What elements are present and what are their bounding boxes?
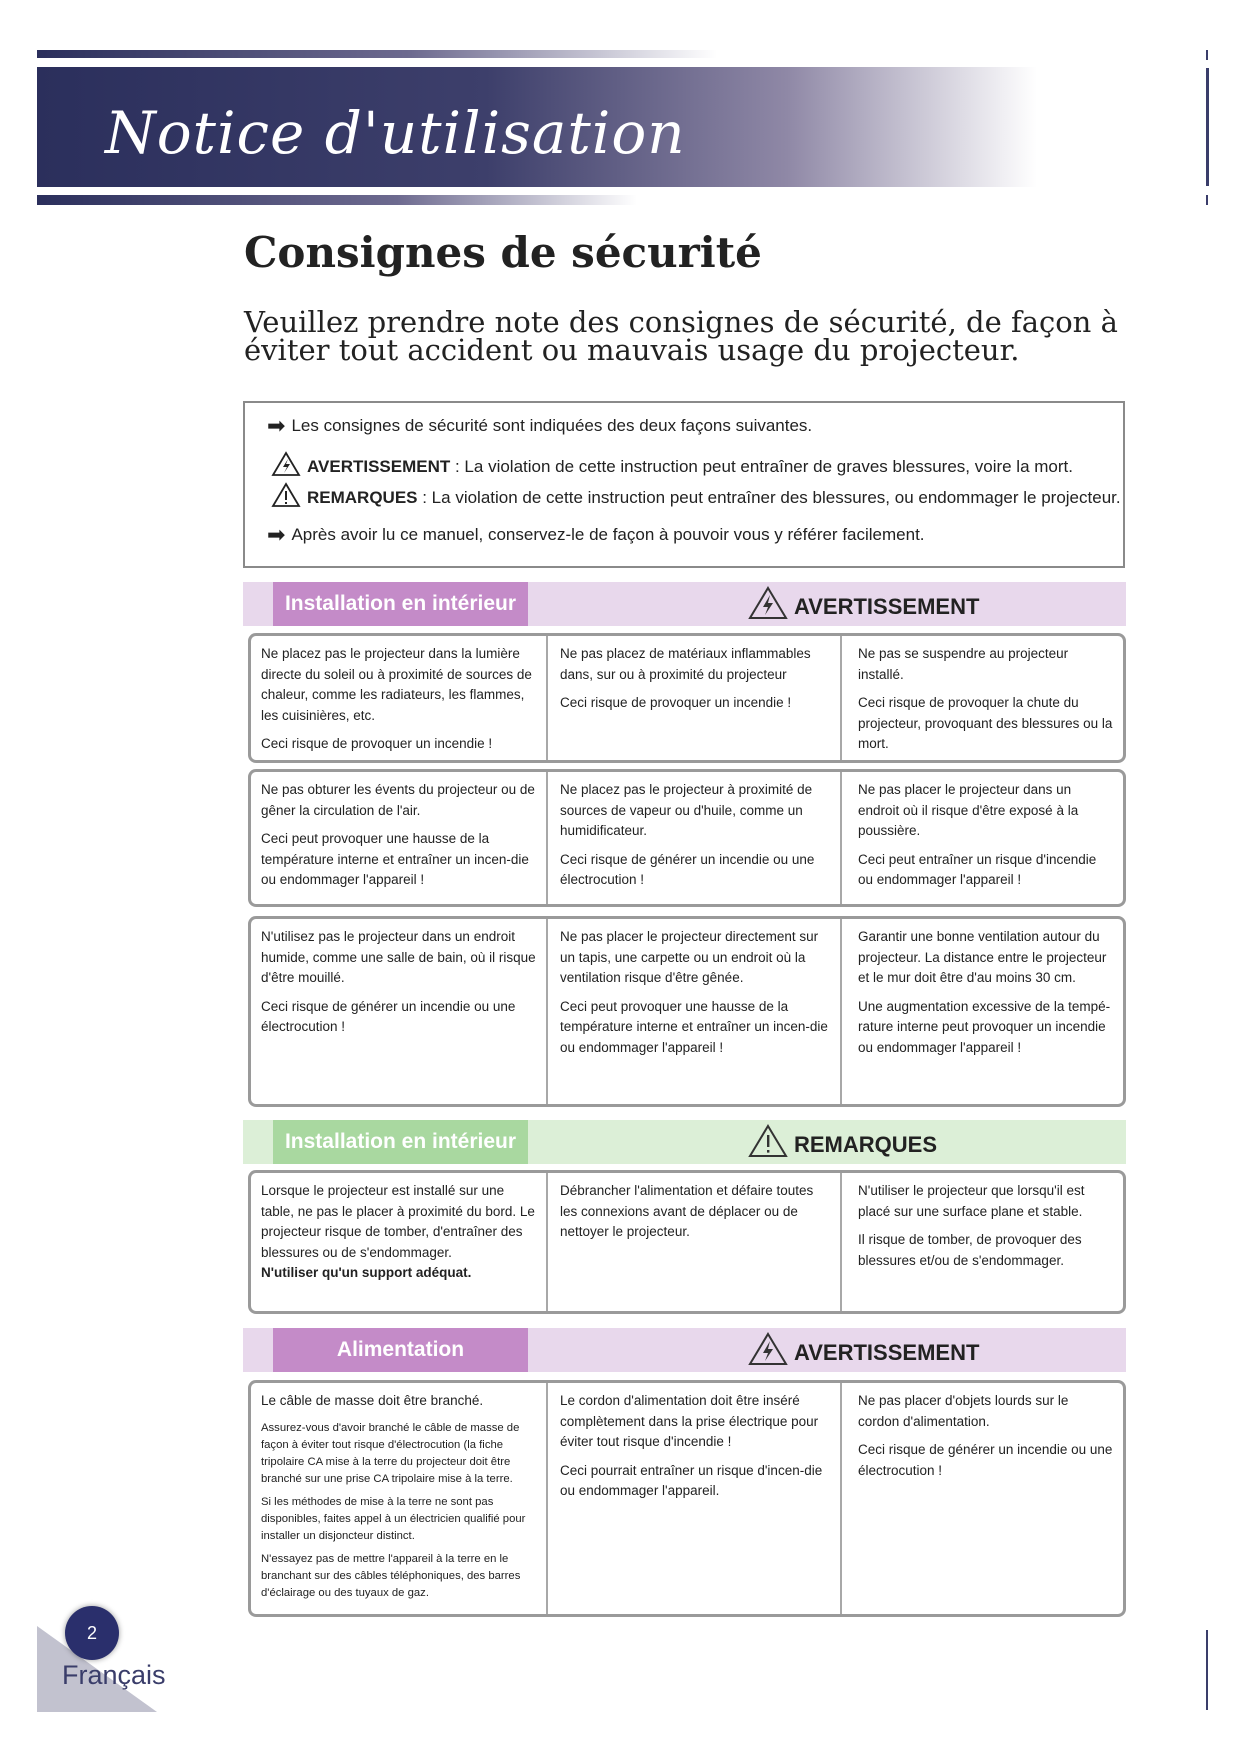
warning-row xyxy=(248,769,1126,907)
header-title: Notice d'utilisation xyxy=(105,99,686,167)
notice-remark-line: REMARQUES : La violation de cette instruction peut entraîner des blessures, ou endommager le projecteur. xyxy=(271,482,1121,508)
section-header-indoor-remarks xyxy=(243,1120,1126,1164)
caution-icon xyxy=(271,482,301,508)
remark-row xyxy=(248,1170,1126,1314)
warning-cell: Le câble de masse doit être branché. Assurez-vous d'avoir branché le câble de masse de façon à éviter tout risque d'électrocution (la fiche tripolaire CA mise à la terre du projecteur doit être branché sur une prise CA tripolaire mise à la terre. Si les méthodes de mise à la terre ne sont pas disponibles, faites appel à un électricien qualifié pour installer un disjoncteur distinct. N'essayez pas de mettre l'appareil à la terre en le branchant sur des câbles téléphoniques, des barres d'éclairage ou des tuyaux de gaz. xyxy=(261,1393,526,1599)
notice-line: ➡ Les consignes de sécurité sont indiquées des deux façons suivantes. xyxy=(267,413,813,438)
warning-cell: Ne pas placez de matériaux inflammables dans, sur ou à proximité du projecteur Ceci risque de provoquer un incendie ! xyxy=(546,636,840,760)
warning-cell: Garantir une bonne ventilation autour du projecteur. La distance entre le projecteur et le mur doit être d'au moins 30 cm. Une augmentation excessive de la tempé-rature interne peut provoquer un incendie ou endommager l'appareil ! xyxy=(840,919,1123,1104)
margin-mark xyxy=(1206,1630,1208,1710)
arrow-right-icon: ➡ xyxy=(267,413,286,438)
section-label: Alimentation xyxy=(273,1328,528,1372)
section-header-power-warning xyxy=(243,1328,1126,1372)
arrow-right-icon: ➡ xyxy=(267,522,286,547)
margin-mark xyxy=(1206,50,1208,60)
section-intro: Veuillez prendre note des consignes de sécurité, de façon à éviter tout accident ou mauvais usage du projecteur. xyxy=(244,305,1118,367)
warning-cell: Ne pas se suspendre au projecteur installé. Ceci risque de provoquer la chute du projecteur, provoquant des blessures ou la mort. xyxy=(840,636,1123,760)
section-warning: AVERTISSEMENT xyxy=(748,586,979,622)
notice-line: ➡ Après avoir lu ce manuel, conservez-le de façon à pouvoir vous y référer facilement. xyxy=(267,522,925,547)
electric-warning-icon xyxy=(748,1332,788,1366)
margin-mark xyxy=(1206,68,1209,186)
remark-cell: Lorsque le projecteur est installé sur une table, ne pas le placer à proximité du bord. Le projecteur risque de tomber, d'entraîner des blessures ou de s'endommager. N'utiliser qu'un support adéquat. xyxy=(261,1183,535,1280)
page-number: 2 xyxy=(65,1606,119,1660)
warning-row xyxy=(248,1380,1126,1617)
warning-cell: Le cordon d'alimentation doit être inséré complètement dans la prise électrique pour éviter tout risque d'incendie ! Ceci pourrait entraîner un risque d'incen-die ou endommager l'appareil. xyxy=(546,1383,840,1614)
electric-warning-icon xyxy=(271,451,301,477)
section-label: Installation en intérieur xyxy=(273,582,528,626)
section-label: Installation en intérieur xyxy=(273,1120,528,1164)
warning-cell: Ne placez pas le projecteur à proximité de sources de vapeur ou d'huile, comme un humidificateur. Ceci risque de générer un incendie ou une électrocution ! xyxy=(546,772,840,904)
footer-language: Français xyxy=(62,1660,166,1690)
header-bottom-line xyxy=(37,195,637,205)
section-header-indoor-warning xyxy=(243,582,1126,626)
section-warning: AVERTISSEMENT xyxy=(748,1332,979,1368)
caution-icon xyxy=(748,1124,788,1158)
header-banner xyxy=(37,67,1037,187)
remark-cell: Débrancher l'alimentation et défaire toutes les connexions avant de déplacer ou de nettoyer le projecteur. xyxy=(546,1173,840,1311)
warning-cell: Ne pas placer le projecteur directement sur un tapis, une carpette ou un endroit où la ventilation risque d'être gênée. Ceci peut provoquer une hausse de la température interne et entraîner un incen-die ou endommager l'appareil ! xyxy=(546,919,840,1104)
warning-cell: Ne pas placer d'objets lourds sur le cordon d'alimentation. Ceci risque de générer un incendie ou une électrocution ! xyxy=(840,1383,1123,1614)
warning-cell: N'utilisez pas le projecteur dans un endroit humide, comme une salle de bain, où il risque d'être mouillé. Ceci risque de générer un incendie ou une électrocution ! xyxy=(261,929,536,1034)
electric-warning-icon xyxy=(748,586,788,620)
notice-box xyxy=(243,401,1125,568)
warning-row xyxy=(248,916,1126,1107)
warning-cell: Ne pas obturer les évents du projecteur ou de gêner la circulation de l'air. Ceci peut provoquer une hausse de la température interne et entraîner un incen-die ou endommager l'appareil ! xyxy=(261,782,535,887)
section-warning: REMARQUES xyxy=(748,1124,937,1160)
warning-row xyxy=(248,633,1126,763)
warning-cell: Ne pas placer le projecteur dans un endroit où il risque d'être exposé à la poussière. Ceci peut entraîner un risque d'incendie ou endommager l'appareil ! xyxy=(840,772,1123,904)
warning-cell: Ne placez pas le projecteur dans la lumière directe du soleil ou à proximité de sources de chaleur, comme les radiateurs, les flammes, les cuisinières, etc. Ceci risque de provoquer un incendie ! xyxy=(261,646,532,751)
margin-mark xyxy=(1206,195,1208,205)
notice-warning-line: AVERTISSEMENT : La violation de cette instruction peut entraîner de graves blessures, voire la mort. xyxy=(271,451,1073,477)
remark-cell: N'utiliser le projecteur que lorsqu'il est placé sur une surface plane et stable. Il risque de tomber, de provoquer des blessures et/ou de s'endommager. xyxy=(840,1173,1123,1311)
header-top-line xyxy=(37,50,717,58)
section-title: Consignes de sécurité xyxy=(244,228,762,277)
